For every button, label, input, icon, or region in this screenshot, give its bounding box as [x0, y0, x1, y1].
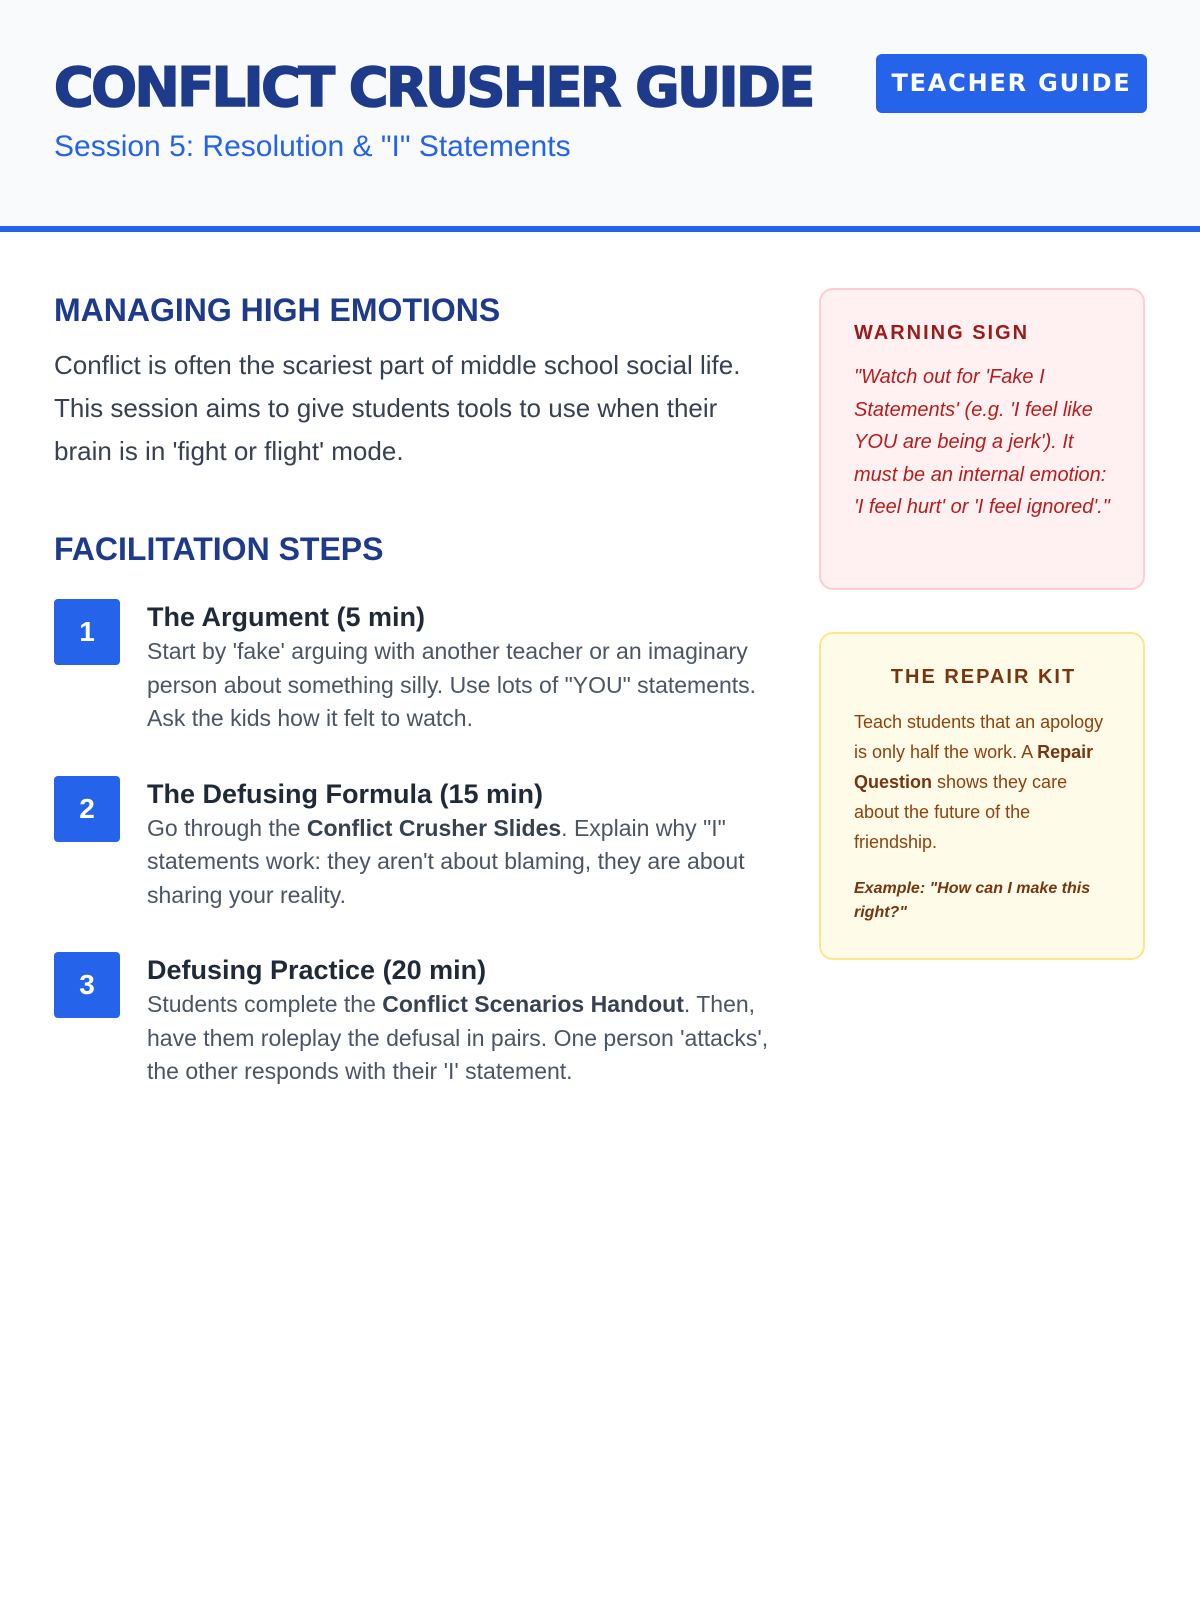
step-title: The Argument (5 min): [147, 602, 426, 632]
step-item: [54, 952, 774, 1089]
step-number-badge: 2: [54, 776, 120, 842]
step-text-before: Students complete the: [147, 991, 383, 1017]
step-text-before: Go through the: [147, 814, 307, 841]
step-resource-name: Conflict Crusher Slides: [306, 814, 562, 841]
repair-kit-card: [819, 632, 1145, 960]
steps-heading: FACILITATION STEPS: [54, 531, 384, 567]
intro-paragraph: Conflict is often the scariest part of middle school social life. This session aims to give students tools to use when their brain is in 'fight or flight' mode.: [54, 350, 741, 466]
page-title: CONFLICT CRUSHER GUIDE: [54, 56, 813, 119]
step-text-after: . Then, have them roleplay the defusal in pairs. One person 'attacks', the other responds with their 'I' statement.: [147, 991, 769, 1084]
step-item: [54, 776, 774, 913]
step-title: Defusing Practice (20 min): [147, 955, 487, 985]
teacher-guide-badge: TEACHER GUIDE: [876, 54, 1147, 113]
step-item: [54, 599, 774, 736]
step-description: [147, 988, 774, 1089]
step-description: [147, 812, 774, 913]
repair-kit-text: [854, 707, 1113, 857]
warning-sign-card: [819, 288, 1145, 590]
step-resource-name: Conflict Scenarios Handout: [382, 991, 684, 1017]
intro-heading: MANAGING HIGH EMOTIONS: [54, 292, 501, 328]
step-text-before: Start by 'fake' arguing with another teacher or an imaginary person about something silly. Use lots of "YOU" statements. Ask the kids how it felt to watch.: [147, 638, 757, 731]
warning-card-title: WARNING SIGN: [854, 322, 1030, 344]
step-number-badge: 3: [54, 952, 120, 1018]
step-description: [147, 635, 774, 736]
steps-list: [54, 599, 774, 1089]
step-title: The Defusing Formula (15 min): [147, 778, 544, 809]
repair-kit-text-before: Teach students that an apology is only half the work. A: [854, 712, 1104, 762]
repair-question-term: Repair Question: [854, 742, 1094, 792]
step-number-badge: 1: [54, 599, 120, 665]
repair-kit-example: Example: "How can I make this right?": [854, 880, 1091, 921]
warning-card-text: "Watch out for 'Fake I Statements' (e.g. 'I feel like YOU are being a jerk'). It must be an internal emotion: 'I feel hurt' or 'I feel ignored'.": [854, 366, 1110, 518]
repair-kit-text-after: shows they care about the future of the friendship.: [854, 772, 1068, 852]
main-content: [54, 290, 774, 1129]
step-text-after: . Explain why "I" statements work: they aren't about blaming, they are about sharing your reality.: [147, 814, 745, 908]
repair-kit-title: THE REPAIR KIT: [890, 666, 1077, 688]
session-subtitle: Session 5: Resolution & "I" Statements: [54, 130, 571, 163]
page-header: [0, 0, 1200, 232]
